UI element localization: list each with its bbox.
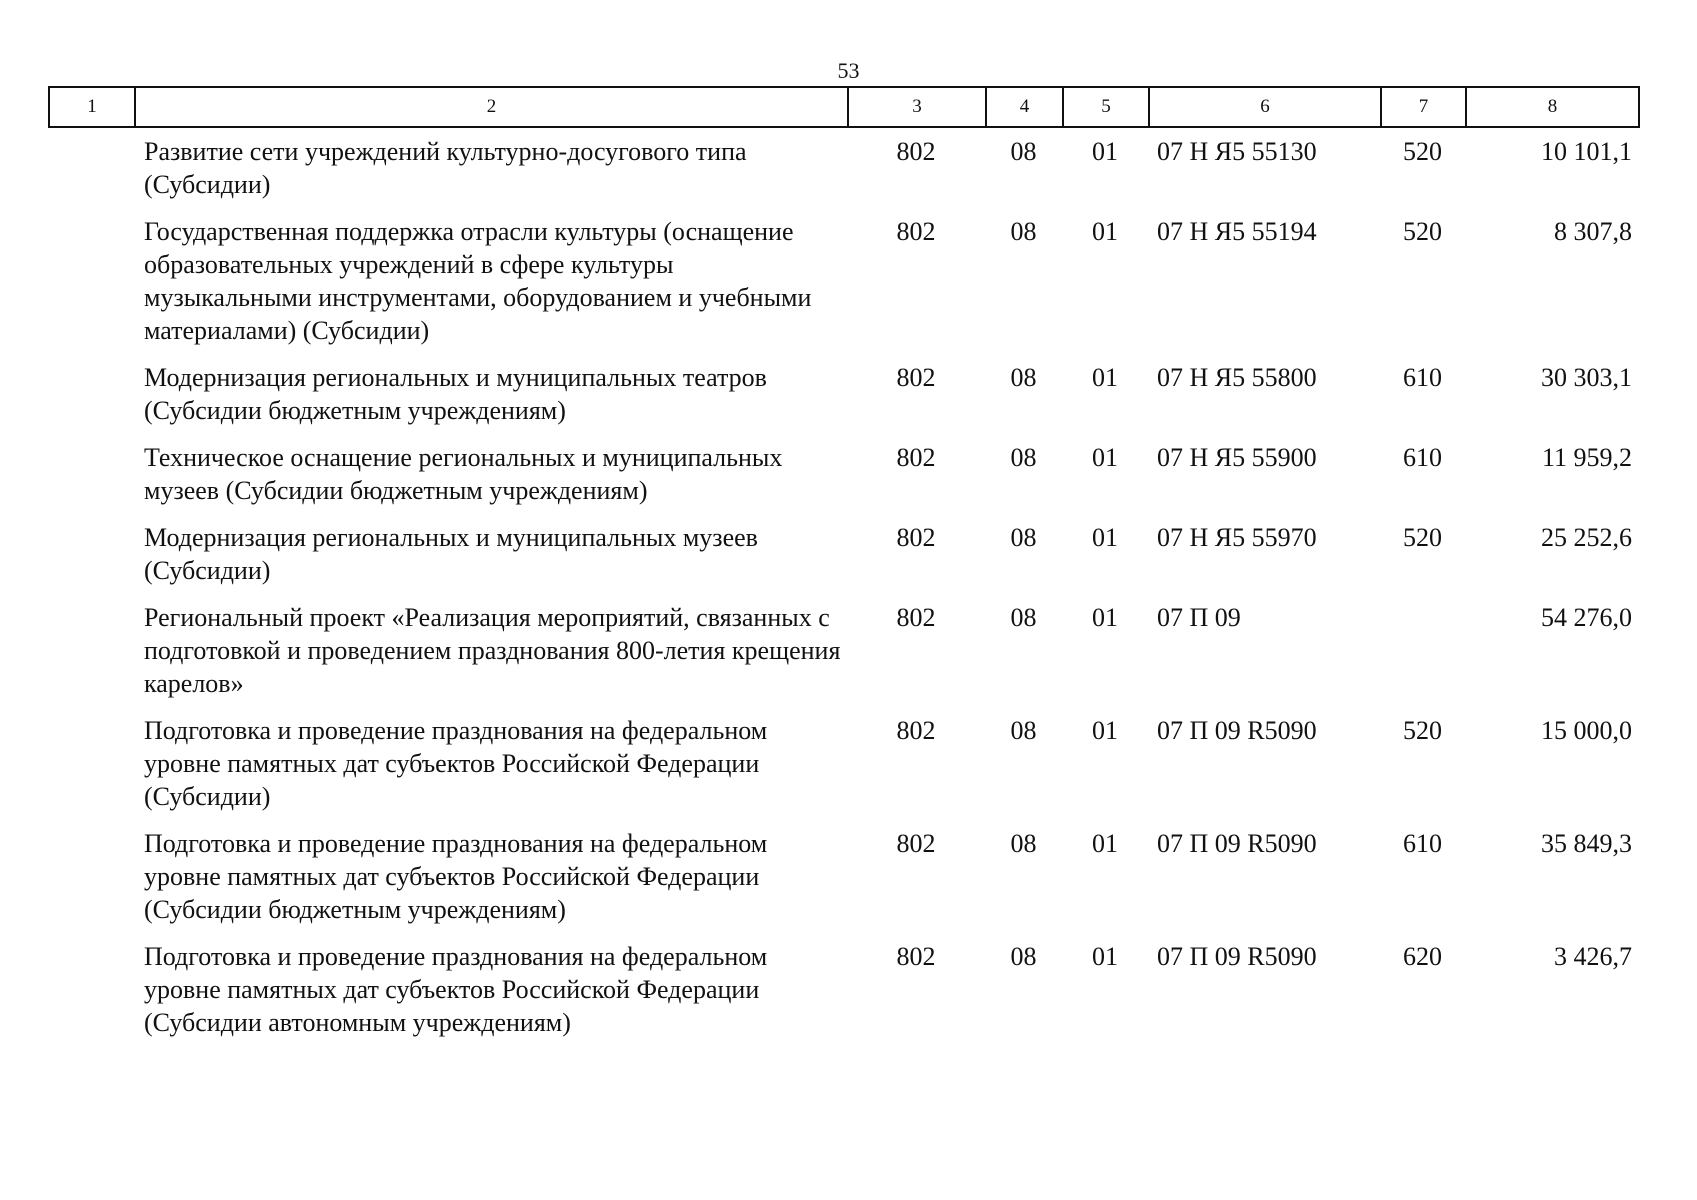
row-col-6: 07 Н Я5 55130 [1157, 137, 1317, 166]
row-col-7: 520 [1403, 523, 1442, 552]
row-col-6: 07 Н Я5 55800 [1157, 363, 1317, 392]
row-index-cell [48, 601, 134, 700]
row-amount: 10 101,1 [1541, 137, 1632, 166]
row-index-cell [48, 940, 134, 1039]
table-row [48, 514, 1640, 594]
row-col-6: 07 П 09 R5090 [1157, 829, 1317, 858]
row-col-3: 802 [896, 942, 936, 971]
row-col-3: 802 [896, 443, 936, 472]
table-row [48, 933, 1640, 1046]
row-index-cell [48, 215, 134, 347]
row-col-5: 01 [1092, 217, 1118, 246]
row-col-3: 802 [896, 137, 936, 166]
row-description: Модернизация региональных и муниципальных музеев (Субсидии) [144, 523, 758, 585]
header-col-1: 1 [48, 86, 134, 128]
row-description: Техническое оснащение региональных и муниципальных музеев (Субсидии бюджетным учреждениям) [144, 443, 783, 505]
table-row [48, 820, 1640, 933]
row-description: Развитие сети учреждений культурно-досугового типа (Субсидии) [144, 137, 747, 199]
row-index-cell [48, 361, 134, 427]
header-col-4: 4 [985, 86, 1062, 128]
row-col-6: 07 П 09 R5090 [1157, 942, 1317, 971]
row-col-6: 07 П 09 [1157, 603, 1241, 632]
row-col-7: 520 [1403, 716, 1442, 745]
row-col-7: 520 [1403, 137, 1442, 166]
row-col-3: 802 [896, 603, 936, 632]
row-amount: 54 276,0 [1541, 603, 1632, 632]
header-col-2: 2 [134, 86, 847, 128]
row-index-cell [48, 441, 134, 507]
row-col-3: 802 [896, 217, 936, 246]
table-row [48, 208, 1640, 354]
table-row [48, 354, 1640, 434]
row-col-4: 08 [1010, 217, 1037, 246]
row-index-cell [48, 135, 134, 201]
row-amount: 3 426,7 [1554, 942, 1632, 971]
row-description: Модернизация региональных и муниципальных театров (Субсидии бюджетным учреждениям) [144, 363, 767, 425]
row-col-5: 01 [1092, 603, 1118, 632]
row-amount: 11 959,2 [1541, 443, 1632, 472]
row-col-7: 610 [1403, 829, 1442, 858]
row-col-5: 01 [1092, 942, 1118, 971]
row-index-cell [48, 714, 134, 813]
table-row [48, 707, 1640, 820]
header-col-6: 6 [1148, 86, 1380, 128]
row-amount: 15 000,0 [1541, 716, 1632, 745]
row-col-4: 08 [1010, 443, 1037, 472]
row-col-4: 08 [1010, 137, 1037, 166]
header-col-3: 3 [847, 86, 985, 128]
row-col-3: 802 [896, 829, 936, 858]
header-col-5: 5 [1062, 86, 1148, 128]
row-col-3: 802 [896, 523, 936, 552]
row-col-6: 07 П 09 R5090 [1157, 716, 1317, 745]
row-amount: 30 303,1 [1541, 363, 1632, 392]
table-row [48, 128, 1640, 208]
row-amount: 25 252,6 [1541, 523, 1632, 552]
table-body [48, 128, 1640, 1046]
row-col-7: 620 [1403, 942, 1442, 971]
row-description: Подготовка и проведение празднования на федеральном уровне памятных дат субъектов Российской Федерации (Субсидии бюджетным учреждениям) [144, 829, 768, 924]
row-col-4: 08 [1010, 829, 1037, 858]
row-index-cell [48, 521, 134, 587]
row-col-5: 01 [1092, 716, 1118, 745]
row-col-7: 520 [1403, 217, 1442, 246]
row-index-cell [48, 827, 134, 926]
table-header [48, 86, 1640, 128]
table-row [48, 434, 1640, 514]
row-amount: 8 307,8 [1554, 217, 1632, 246]
page-number: 53 [837, 58, 860, 83]
row-description: Подготовка и проведение празднования на федеральном уровне памятных дат субъектов Российской Федерации (Субсидии) [144, 716, 768, 811]
row-col-5: 01 [1092, 443, 1118, 472]
header-col-8: 8 [1465, 86, 1640, 128]
row-col-3: 802 [896, 363, 936, 392]
row-amount: 35 849,3 [1541, 829, 1632, 858]
row-col-7: 610 [1403, 443, 1442, 472]
row-description: Государственная поддержка отрасли культуры (оснащение образовательных учреждений в сфере культуры музыкальными инструментами, оборудованием и учебными материалами) (Субсидии) [144, 217, 812, 345]
row-col-4: 08 [1010, 603, 1037, 632]
row-col-4: 08 [1010, 942, 1037, 971]
row-col-5: 01 [1092, 829, 1118, 858]
row-description: Подготовка и проведение празднования на федеральном уровне памятных дат субъектов Российской Федерации (Субсидии автономным учреждениям) [144, 942, 768, 1037]
row-col-6: 07 Н Я5 55970 [1157, 523, 1317, 552]
row-col-6: 07 Н Я5 55194 [1157, 217, 1317, 246]
row-col-5: 01 [1092, 137, 1118, 166]
row-col-7: 610 [1403, 363, 1442, 392]
table-row [48, 594, 1640, 707]
row-description: Региональный проект «Реализация мероприятий, связанных с подготовкой и проведением празднования 800-летия крещения карелов» [144, 603, 841, 698]
row-col-4: 08 [1010, 523, 1037, 552]
row-col-5: 01 [1092, 363, 1118, 392]
row-col-7 [1380, 601, 1465, 700]
row-col-6: 07 Н Я5 55900 [1157, 443, 1317, 472]
row-col-4: 08 [1010, 716, 1037, 745]
row-col-4: 08 [1010, 363, 1037, 392]
header-col-7: 7 [1380, 86, 1465, 128]
row-col-3: 802 [896, 716, 936, 745]
row-col-5: 01 [1092, 523, 1118, 552]
